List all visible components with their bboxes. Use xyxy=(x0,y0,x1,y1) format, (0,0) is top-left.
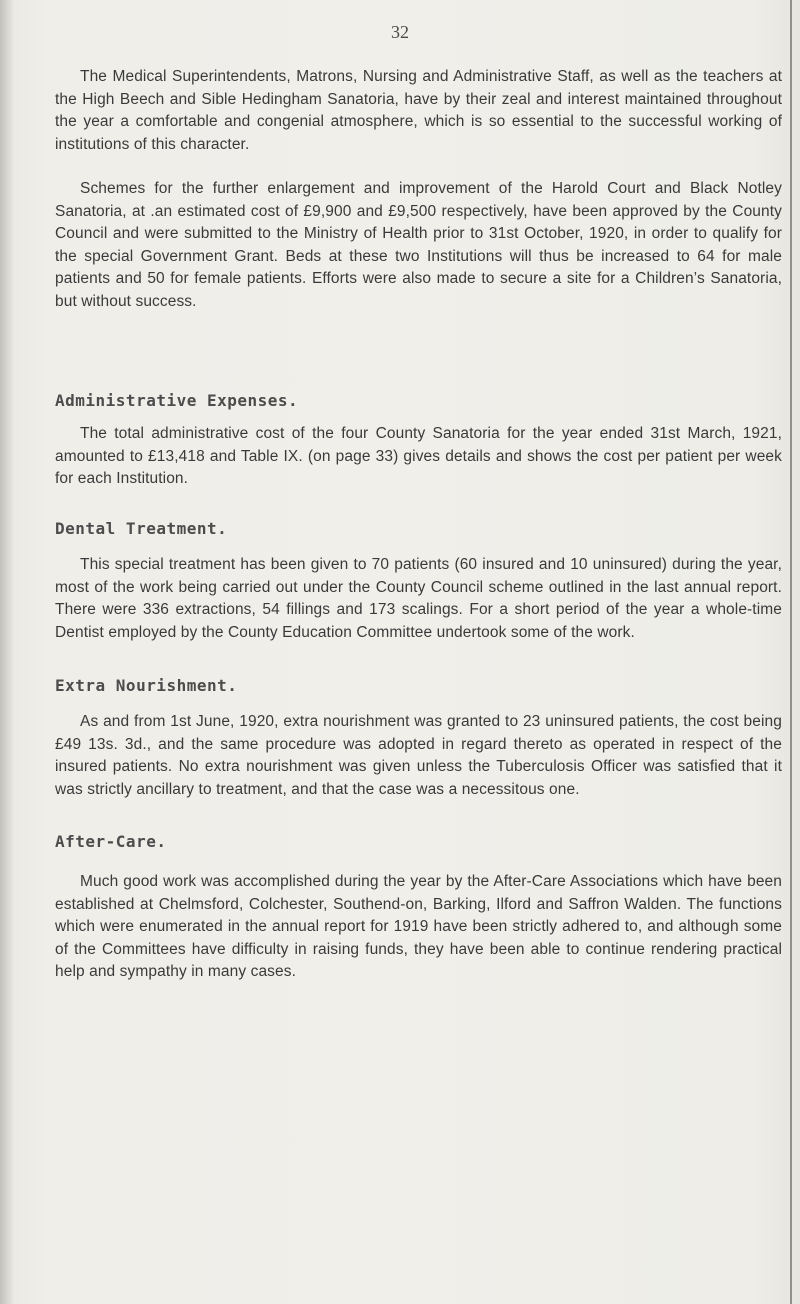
page-edge-line xyxy=(790,0,792,1304)
paragraph-after-care: Much good work was accomplished during the year by the After-Care Associations which have been established at Chelmsford, Colchester, Southend-on, Barking, Ilford and Saffron Walden. The functions which were enumerated in the annual report for 1919 have been strictly adhered to, and although some of the Committees have difficulty in raising funds, they have been able to continue rendering practical help and sympathy in many cases. xyxy=(55,873,782,981)
paragraph-administrative-expenses: The total administrative cost of the four County Sanatoria for the year ended 31st March, 1921, amounted to £13,418 and Table IX. (on page 33) gives details and shows the cost per patient per week for each Institution. xyxy=(55,425,782,488)
paragraph-dental-treatment: This special treatment has been given to 70 patients (60 insured and 10 uninsured) during the year, most of the work being carried out under the County Council scheme outlined in the last annual report. There were 336 extractions, 54 fillings and 173 scalings. For a short period of the year a whole-time Dentist employed by the County Education Committee undertook some of the work. xyxy=(55,556,782,641)
paragraph-staff: The Medical Superintendents, Matrons, Nursing and Administrative Staff, as well as the teachers at the High Beech and Sible Hedingham Sanatoria, have by their zeal and interest maintained throughout the year a comfortable and congenial atmosphere, which is so essential to the successful working of institutions of this character. xyxy=(55,68,782,153)
page-number: 32 xyxy=(391,22,409,42)
binding-shadow xyxy=(0,0,14,1304)
heading-dental-treatment: Dental Treatment. xyxy=(55,519,228,538)
heading-extra-nourishment: Extra Nourishment. xyxy=(55,676,238,695)
heading-administrative-expenses: Administrative Expenses. xyxy=(55,391,299,410)
paragraph-schemes: Schemes for the further enlargement and improvement of the Harold Court and Black Notley Sanatoria, at .an estimated cost of £9,900 and £9,500 respectively, have been approved by the County Council and were submitted to the Ministry of Health prior to 31st October, 1920, in order to qualify for the special Government Grant. Beds at these two Institutions will thus be increased to 64 for male patients and 50 for female patients. Efforts were also made to secure a site for a Children’s Sanatoria, but without success. xyxy=(55,180,782,310)
heading-after-care: After-Care. xyxy=(55,832,167,851)
paragraph-extra-nourishment: As and from 1st June, 1920, extra nourishment was granted to 23 uninsured patients, the cost being £49 13s. 3d., and the same procedure was adopted in regard thereto as operated in respect of the insured patients. No extra nourishment was given unless the Tuberculosis Officer was satisfied that it was strictly ancillary to treatment, and that the case was a necessitous one. xyxy=(55,713,782,798)
